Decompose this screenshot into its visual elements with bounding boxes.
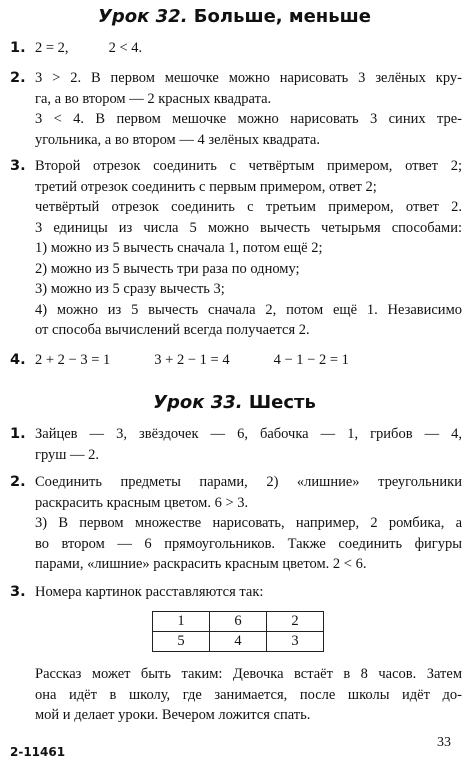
lesson-32-title: Больше, меньше xyxy=(187,6,371,27)
equation: 3 + 2 − 1 = 4 xyxy=(154,352,230,368)
lesson-33-number: Урок 33. xyxy=(153,392,243,413)
table-cell: 3 xyxy=(267,632,324,652)
table-row xyxy=(153,632,324,652)
text-line: Второй отрезок соединить с четвёртым примером, ответ 2; xyxy=(35,158,462,174)
text-line: груш — 2. xyxy=(35,446,100,463)
lesson-33-item-2 xyxy=(10,472,462,575)
lesson-33-item-1 xyxy=(10,424,462,465)
text-line: 1) можно из 5 вычесть сначала 1, потом ещё 2; xyxy=(35,240,323,256)
item-number: 2. xyxy=(10,474,26,490)
picture-order-table xyxy=(152,611,324,652)
equation: 2 + 2 − 3 = 1 xyxy=(35,352,111,368)
equation: 2 < 4. xyxy=(108,40,143,56)
lesson-32-number: Урок 32. xyxy=(98,6,188,27)
item-number: 3. xyxy=(10,584,26,600)
lesson-33-story xyxy=(10,664,462,726)
item-number: 1. xyxy=(10,426,26,442)
text-line: 3) можно из 5 сразу вычесть 3; xyxy=(35,281,225,297)
equation: 2 = 2, xyxy=(35,40,69,56)
table-cell: 1 xyxy=(153,612,210,632)
text-line: Соединить предметы парами, 2) «лишние» треугольники xyxy=(35,474,462,490)
lesson-32-heading xyxy=(0,6,469,28)
lesson-32-item-3 xyxy=(10,156,462,341)
item-number: 1. xyxy=(10,40,26,56)
equation: 4 − 1 − 2 = 1 xyxy=(273,352,349,368)
text-line: 3) В первом множестве нарисовать, например, 2 ромбика, а xyxy=(35,515,462,531)
text-line: 3 единицы из числа 5 можно вычесть четырьмя способами: xyxy=(35,219,462,236)
lesson-32-item-4 xyxy=(10,350,462,371)
print-code: 2-11461 xyxy=(10,745,66,759)
text-line: га, а во втором — 2 красных квадрата. xyxy=(35,90,272,107)
text-line: угольника, а во втором — 4 зелёных квадрата. xyxy=(35,131,320,148)
text-line: третий отрезок соединить с первым примером, ответ 2; xyxy=(35,178,377,195)
lesson-33-title: Шесть xyxy=(242,392,316,413)
text-line: Номера картинок расставляются так: xyxy=(35,584,264,600)
text-line: 2) можно из 5 вычесть три раза по одному; xyxy=(35,260,300,277)
item-number: 4. xyxy=(10,352,26,368)
page-number: 33 xyxy=(437,735,451,750)
text-line: 3 > 2. В первом мешочке можно нарисовать 3 зелёных кру- xyxy=(35,70,462,86)
item-number: 3. xyxy=(10,158,26,174)
table-cell: 4 xyxy=(210,632,267,652)
text-line: мой и делает уроки. Вечером ложится спать. xyxy=(35,707,311,723)
text-line: от способа вычислений всегда получается 2. xyxy=(35,322,310,338)
text-line: Рассказ может быть таким: Девочка встаёт в 8 часов. Затем xyxy=(35,666,462,682)
text-line: Зайцев — 3, звёздочек — 6, бабочка — 1, грибов — 4, xyxy=(35,426,462,442)
text-line: 3 < 4. В первом мешочке можно нарисовать 3 синих тре- xyxy=(35,111,462,127)
text-line: во втором — 6 прямоугольников. Также соединить фигуры xyxy=(35,535,462,552)
text-line: она идёт в школу, где занимается, после школы идёт до- xyxy=(35,686,462,703)
text-line: четвёртый отрезок соединить с третьим примером, ответ 2. xyxy=(35,199,462,215)
lesson-32-item-1 xyxy=(10,38,462,59)
table-row xyxy=(153,612,324,632)
table-cell: 6 xyxy=(210,612,267,632)
text-line: парами, «лишние» раскрасить красным цветом. 2 < 6. xyxy=(35,556,367,572)
lesson-33-heading xyxy=(0,392,469,414)
text-line: 4) можно из 5 вычесть сначала 2, потом ещё 1. Независимо xyxy=(35,301,462,318)
lesson-32-item-2 xyxy=(10,68,462,150)
text-line: раскрасить красным цветом. 6 > 3. xyxy=(35,494,249,511)
lesson-33-item-3 xyxy=(10,582,462,603)
table-cell: 2 xyxy=(267,612,324,632)
table-cell: 5 xyxy=(153,632,210,652)
item-number: 2. xyxy=(10,70,26,86)
